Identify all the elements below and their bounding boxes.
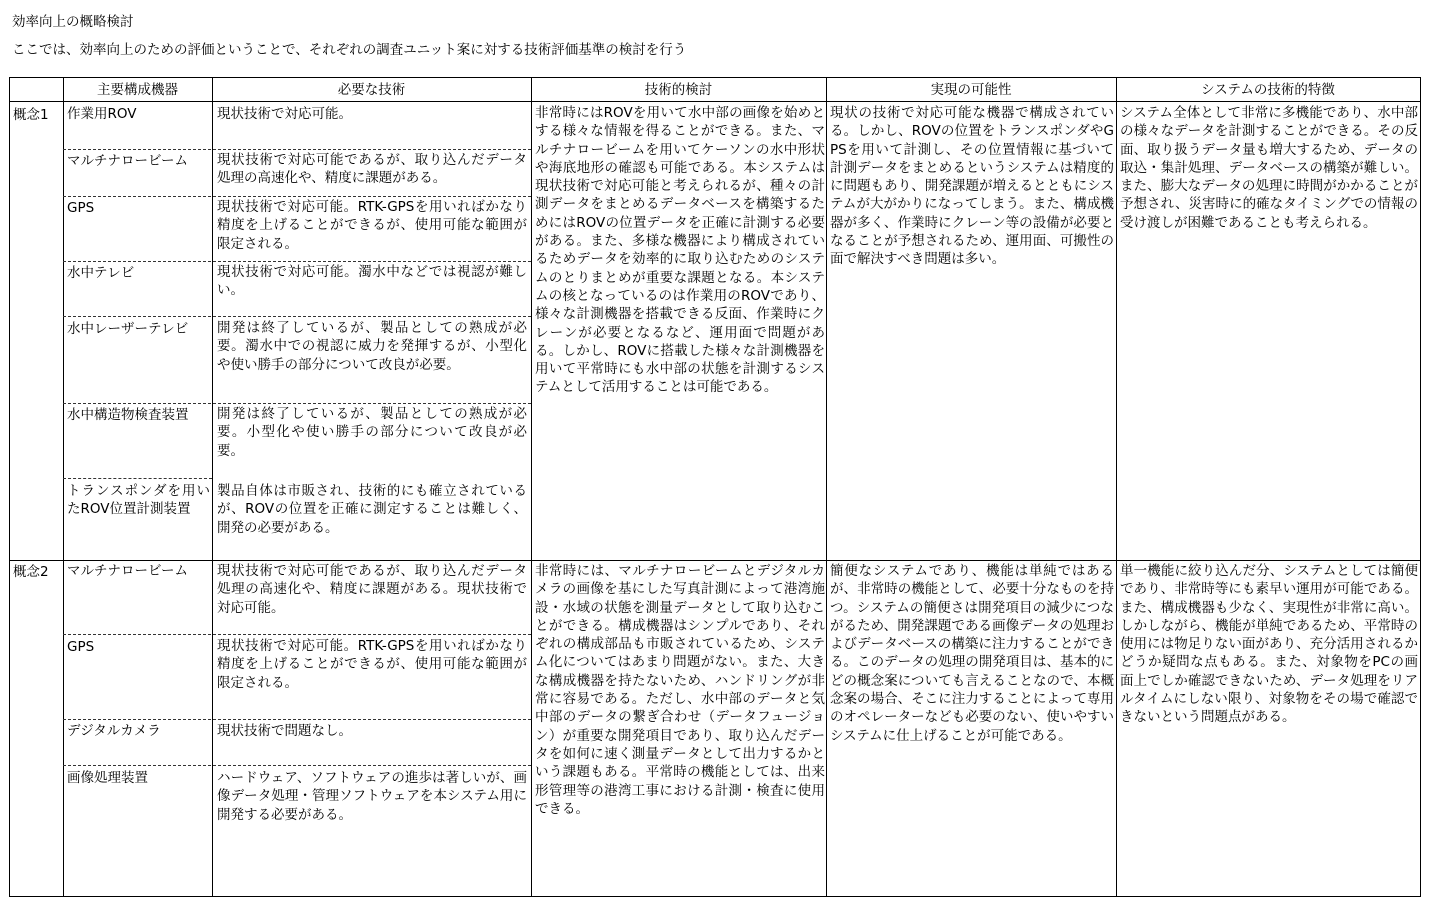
row-divider (63, 478, 212, 479)
device-cell: 作業用ROV (67, 106, 137, 122)
table-border-right (1420, 77, 1421, 896)
system-features-cell: システム全体として非常に多機能であり、水中部の様々なデータを計測することができる。その反面、取り扱うデータ量も増大するため、データの取込・集計処理、データベースの構築が難しい。また、膨大なデータの処理に時間がかかることが予想され、災害時に的確なタイミングでの情報の受け渡しが困難であることも考えられる。 (1120, 105, 1418, 231)
tech-cell: 製品自体は市販され、技術的にも確立されているが、ROVの位置を正確に測定することは難しく、開発の必要がある。 (217, 483, 527, 536)
table-border-top (9, 77, 1421, 78)
tech-review-cell: 非常時には、マルチナロービームとデジタルカメラの画像を基にした写真計測によって港湾施設・水域の状態を測量データとして取り込むことができる。構成機器はシンプルであり、それぞれの構成部品も市販されているため、システム化についてはあまり問題がない。また、大きな構成機器を持たないため、ハンドリングが非常に容易である。ただし、水中部のデータと気中部のデータの繋ぎ合わせ（データフュージョン）が重要な開発項目であり、取り込んだデータを如何に速く測量データとして出力するかという課題もある。平常時の機能としては、出来形管理等の港湾工事における計測・検査に使用できる。 (535, 563, 825, 817)
row-divider (63, 316, 531, 317)
tech-review-cell: 非常時にはROVを用いて水中部の画像を始めとする様々な情報を得ることができる。また、マルチナロービームを用いてケーソンの水中形状や海底地形の確認も可能である。本システムは現状技術で対応可能と考えられるが、種々の計測データをまとめるデータベースを構築するためにはROVの位置データを正確に計測する必要がある。また、多様な機器により構成されているためデータを効率的に取り込むためのシステムのとりまとめが重要な課題となる。本システムの核となっているのは作業用のROVであり、様々な計測機器を搭載できる反面、作業時にクレーンが必要となるなど、運用面で問題がある。しかし、ROVに搭載した様々な計測機器を用いて平常時にも水中部の状態を計測するシステムとして活用することは可能である。 (535, 105, 825, 396)
table-border-left (9, 77, 10, 896)
row-divider (63, 196, 531, 197)
column-divider (826, 77, 827, 896)
tech-cell: 現状技術で対応可能であるが、取り込んだデータ処理の高速化や、精度に課題がある。 (217, 152, 527, 187)
tech-cell: 現状技術で問題なし。 (217, 723, 352, 739)
concept-divider (9, 560, 1421, 561)
device-cell: トランスポンダを用いたROV位置計測装置 (67, 483, 210, 518)
page-subtitle: ここでは、効率向上のための評価ということで、それぞれの調査ユニット案に対する技術評価基準の検討を行う (12, 42, 687, 58)
table-border-bottom (9, 896, 1421, 897)
column-divider (531, 77, 532, 896)
row-divider (63, 765, 531, 766)
header-divider (9, 101, 1421, 102)
header-required-tech: 必要な技術 (337, 82, 406, 98)
tech-cell: 現状技術で対応可能。濁水中などでは視認が難しい。 (217, 264, 527, 299)
device-cell: マルチナロービーム (67, 563, 188, 579)
row-divider (63, 149, 531, 150)
device-cell: 水中テレビ (67, 265, 135, 281)
tech-cell: 開発は終了しているが、製品としての熟成が必要。濁水中での視認に威力を発揮するが、小型化や使い勝手の部分について改良が必要。 (217, 320, 527, 373)
header-system-features: システムの技術的特徴 (1201, 82, 1335, 98)
tech-cell: 現状技術で対応可能。 (217, 106, 352, 122)
tech-cell: 現状技術で対応可能。RTK-GPSを用いればかなり精度を上げることができるが、使用可能な範囲が限定される。 (217, 199, 527, 252)
row-divider (63, 634, 531, 635)
feasibility-cell: 簡便なシステムであり、機能は単純ではあるが、非常時の機能として、必要十分なものを持つ。システムの簡便さは開発項目の減少につながるため、開発課題である画像データの処理およびデータベースの構築に注力することができる。このデータの処理の開発項目は、基本的にどの概念案についても言えることなので、本概念案の場合、そこに注力することによって専用のオペレーターなども必要のない、使いやすいシステムに仕上げることが可能である。 (830, 563, 1114, 744)
tech-cell: 開発は終了しているが、製品としての熟成が必要。小型化や使い勝手の部分について改良が必要。 (217, 406, 527, 459)
column-divider (212, 77, 213, 896)
device-cell: GPS (67, 200, 95, 216)
row-divider (63, 403, 531, 404)
device-cell: 水中構造物検査装置 (67, 407, 189, 423)
tech-cell: 現状技術で対応可能であるが、取り込んだデータ処理の高速化や、精度に課題がある。現状技術で対応可能。 (217, 563, 527, 616)
concept-label: 概念1 (13, 107, 49, 123)
device-cell: 画像処理装置 (67, 770, 148, 786)
feasibility-cell: 現状の技術で対応可能な機器で構成されている。しかし、ROVの位置をトランスポンダやGPSを用いて計測し、その位置情報に基づいて計測データをまとめるというシステムは精度的に問題もあり、開発課題が増えるとともにシステムが大がかりになってしまう。また、構成機器が多く、作業時にクレーン等の設備が必要となることが予想されるため、運用面、可搬性の面で解決すべき問題は多い。 (830, 105, 1114, 268)
system-features-cell: 単一機能に絞り込んだ分、システムとしては簡便であり、非常時等にも素早い運用が可能である。また、構成機器も少なく、実現性が非常に高い。しかしながら、機能が単純であるため、平常時の使用には物足りない面があり、充分活用されるかどうか疑問な点もある。また、対象物をPCの画面上でしか確認できないため、データ処理をリアルタイムにしない限り、対象物をその場で確認できないという問題点がある。 (1120, 563, 1418, 726)
device-cell: GPS (67, 639, 95, 655)
row-divider (63, 261, 531, 262)
device-cell: デジタルカメラ (67, 723, 161, 739)
concept-label: 概念2 (13, 564, 49, 580)
header-tech-review: 技術的検討 (644, 82, 713, 98)
column-divider (1116, 77, 1117, 896)
tech-cell: 現状技術で対応可能。RTK-GPSを用いればかなり精度を上げることができるが、使用可能な範囲が限定される。 (217, 638, 527, 691)
device-cell: 水中レーザーテレビ (67, 321, 189, 337)
device-cell: マルチナロービーム (67, 153, 188, 169)
header-device: 主要構成機器 (97, 82, 178, 98)
column-divider (63, 77, 64, 896)
header-feasibility: 実現の可能性 (930, 82, 1012, 98)
page-title: 効率向上の概略検討 (12, 14, 134, 30)
row-divider (63, 719, 531, 720)
tech-cell: ハードウェア、ソフトウェアの進歩は著しいが、画像データ処理・管理ソフトウェアを本システム用に開発する必要がある。 (217, 770, 527, 823)
